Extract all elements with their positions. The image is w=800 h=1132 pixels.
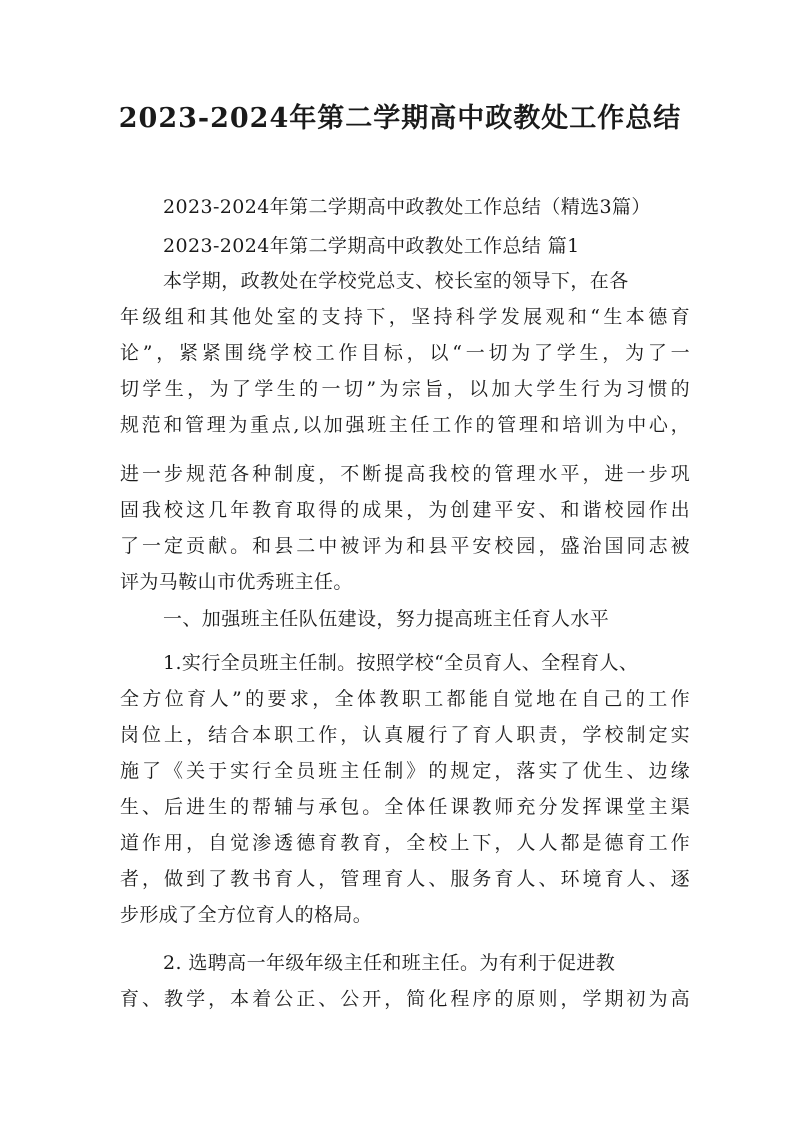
paragraph-line: 道作用，自觉渗透德育教育，全校上下，人人都是德育工作 (120, 832, 690, 854)
paragraph-line: 年级组和其他处室的支持下，坚持科学发展观和“生本德育 (120, 306, 690, 328)
section-heading: 一、加强班主任队伍建设，努力提高班主任育人水平 (163, 608, 610, 630)
paragraph-line: 步形成了全方位育人的格局。 (120, 904, 373, 926)
paragraph-line: 1.实行全员班主任制。按照学校“全员育人、全程育人、 (163, 652, 639, 674)
paragraph-line: 育、教学，本着公正、公开，简化程序的原则，学期初为高 (120, 988, 690, 1010)
paragraph-line: 评为马鞍山市优秀班主任。 (120, 571, 353, 593)
paragraph-line: 论”，紧紧围绕学校工作目标，以“一切为了学生，为了一 (120, 342, 690, 364)
subtitle-collection: 2023-2024年第二学期高中政教处工作总结（精选3篇） (163, 196, 651, 218)
paragraph-line: 全方位育人”的要求，全体教职工都能自觉地在自己的工作 (120, 688, 690, 710)
subtitle-part: 2023-2024年第二学期高中政教处工作总结 篇1 (163, 235, 580, 257)
paragraph-line: 2. 选聘高一年级年级主任和班主任。为有利于促进教 (163, 952, 616, 974)
paragraph-line: 生、后进生的帮辅与承包。全体任课教师充分发挥课堂主渠 (120, 796, 690, 818)
paragraph-line: 切学生，为了学生的一切”为宗旨，以加大学生行为习惯的 (120, 378, 690, 400)
paragraph-line: 岗位上，结合本职工作，认真履行了育人职责，学校制定实 (120, 724, 690, 746)
paragraph-line: 进一步规范各种制度，不断提高我校的管理水平，进一步巩 (120, 463, 690, 485)
page-title: 2023-2024年第二学期高中政教处工作总结 (118, 103, 682, 134)
paragraph-line: 规范和管理为重点,以加强班主任工作的管理和培训为中心， (120, 414, 690, 436)
paragraph-line: 者，做到了教书育人，管理育人、服务育人、环境育人、逐 (120, 868, 690, 890)
paragraph-line: 施了《关于实行全员班主任制》的规定，落实了优生、边缘 (120, 760, 690, 782)
paragraph-line: 本学期，政教处在学校党总支、校长室的领导下，在各 (163, 270, 629, 292)
paragraph-line: 了一定贡献。和县二中被评为和县平安校园，盛治国同志被 (120, 535, 690, 557)
paragraph-line: 固我校这几年教育取得的成果，为创建平安、和谐校园作出 (120, 499, 690, 521)
